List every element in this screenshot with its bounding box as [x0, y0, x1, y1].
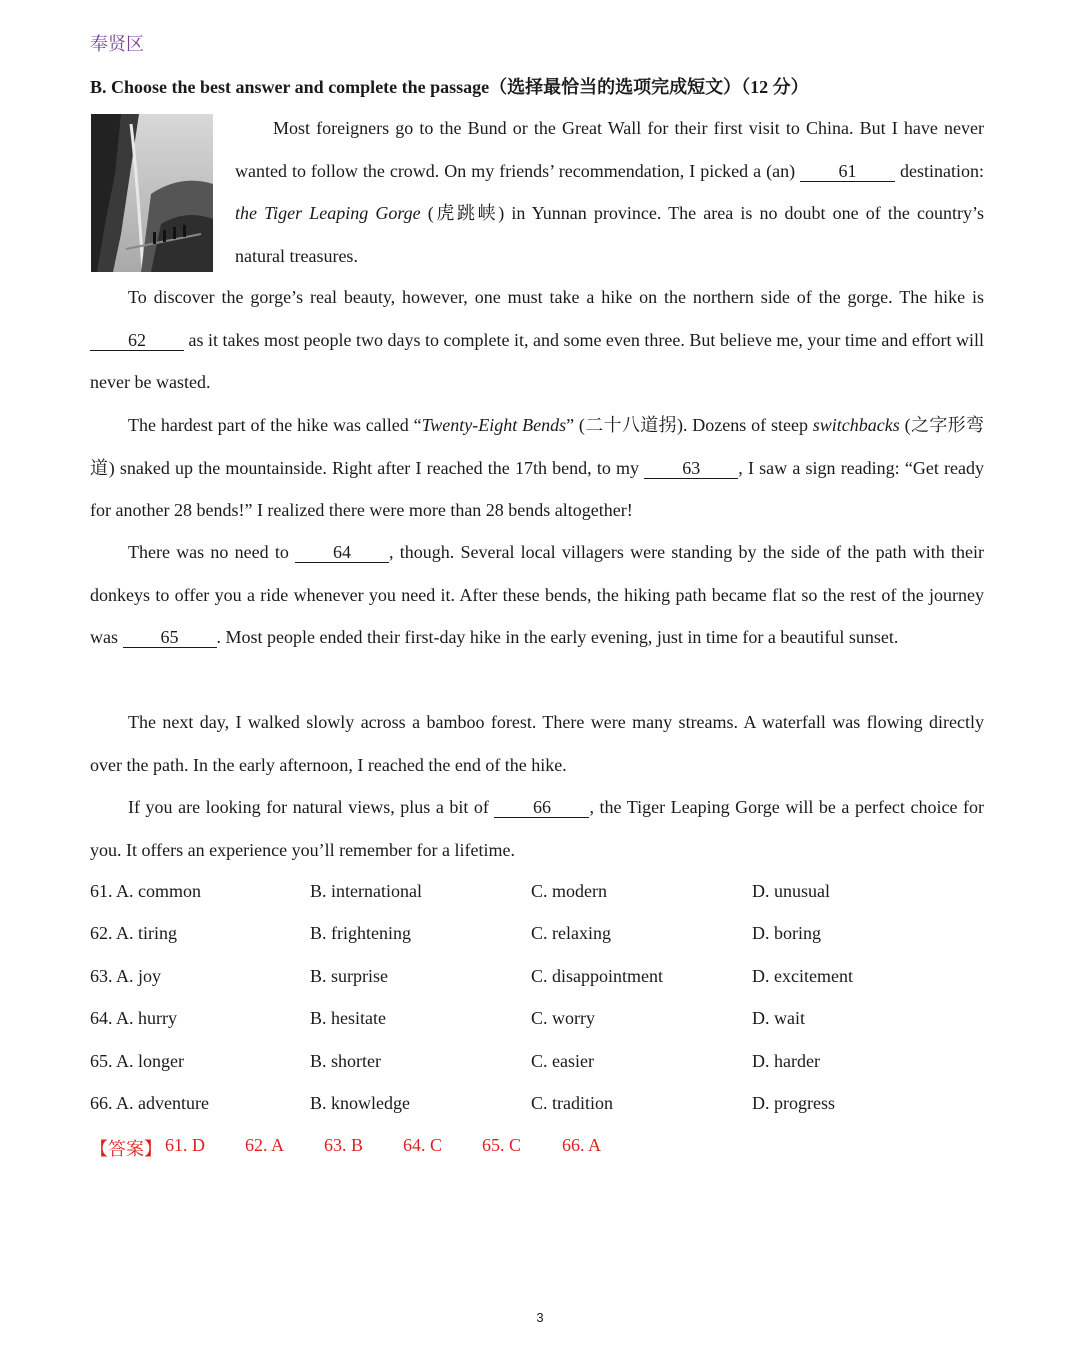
p3-text-c: ” (二十八道拐). Dozens of steep	[566, 415, 813, 435]
option-item: B. hesitate	[310, 1008, 386, 1028]
passage-paragraph-3	[90, 404, 984, 532]
option-item: 63. A. joy	[90, 966, 162, 986]
option-item: 61. A. common	[90, 881, 201, 901]
option-item: D. excitement	[752, 966, 853, 986]
option-item: B. international	[310, 881, 422, 901]
answer-item: 65. C	[482, 1135, 522, 1155]
option-row-61	[90, 881, 990, 923]
answer-item: 66. A	[562, 1135, 602, 1155]
p1-text-a: Most foreigners go to the Bund or the Great Wall for their first visit to China. But I have never wanted to follow the crowd. On my friends’ recommendation, I picked a (an)	[235, 118, 984, 181]
option-item: B. shorter	[310, 1051, 381, 1071]
p1-text-d: (虎跳峡) in Yunnan province. The area is no doubt one of the country’s natural treasures.	[235, 203, 984, 266]
option-row-63	[90, 966, 990, 1008]
option-item: C. modern	[531, 881, 607, 901]
answer-item: 61. D	[165, 1135, 205, 1155]
option-item: B. knowledge	[310, 1093, 410, 1113]
p3-text-e: (之字形弯道) snaked up the mountainside. Right after I reached the 17th bend, to my	[90, 415, 984, 478]
district-label: 奉贤区	[90, 34, 144, 54]
option-item: 65. A. longer	[90, 1051, 184, 1071]
p4-text-b: , though. Several local villagers were standing by the side of the path with their donkeys to offer you a ride whenever you need it. After these bends, the hiking path became flat so the rest of the journey was	[90, 542, 984, 647]
passage-paragraph-2	[90, 276, 984, 404]
p4-text-c: . Most people ended their first-day hike in the early evening, just in time for a beautiful sunset.	[216, 627, 899, 647]
option-row-62	[90, 923, 990, 965]
blank-65: 65	[123, 627, 217, 648]
answer-item: 62. A	[245, 1135, 285, 1155]
p3-text-b: Twenty-Eight Bends	[421, 415, 567, 435]
blank-64: 64	[295, 542, 389, 563]
option-row-66	[90, 1093, 990, 1135]
option-item: D. progress	[752, 1093, 835, 1113]
p4-text-a: There was no need to	[128, 542, 296, 562]
option-item: D. unusual	[752, 881, 830, 901]
gorge-photo	[91, 114, 213, 272]
passage-paragraph-1	[235, 107, 984, 277]
option-item: D. boring	[752, 923, 821, 943]
option-row-65	[90, 1051, 990, 1093]
option-item: D. harder	[752, 1051, 820, 1071]
passage-paragraph-6	[90, 786, 984, 871]
option-item: B. frightening	[310, 923, 411, 943]
option-item: 66. A. adventure	[90, 1093, 209, 1113]
p6-text-a: If you are looking for natural views, plus a bit of	[128, 797, 495, 817]
section-heading: B. Choose the best answer and complete the passage（选择最恰当的选项完成短文）（12 分）	[90, 77, 809, 97]
option-row-64	[90, 1008, 990, 1050]
blank-63: 63	[644, 458, 738, 479]
answer-item: 64. C	[403, 1135, 443, 1155]
option-item: 64. A. hurry	[90, 1008, 177, 1028]
option-item: C. relaxing	[531, 923, 611, 943]
p3-text-f: , I saw a sign reading: “Get ready for another 28 bends!” I realized there were more than 28 bends altogether!	[90, 457, 985, 520]
p2-text-a: To discover the gorge’s real beauty, however, one must take a hike on the northern side of the gorge. The hike is	[128, 287, 984, 307]
p6-text-b: , the Tiger Leaping Gorge will be a perfect choice for you. It offers an experience you’ll remember for a lifetime.	[90, 797, 984, 860]
p3-text-d: switchbacks	[812, 415, 900, 435]
passage-paragraph-5	[90, 701, 984, 786]
answer-item: 63. B	[324, 1135, 364, 1155]
p1-text-b: destination:	[895, 160, 985, 181]
passage-paragraph-4	[90, 531, 984, 659]
option-item: C. disappointment	[531, 966, 663, 986]
p5-text-a: The next day, I walked slowly across a bamboo forest. There were many streams. A waterfall was flowing directly over the path. In the early afternoon, I reached the end of the hike.	[90, 712, 984, 775]
answer-label: 【答案】	[90, 1139, 162, 1159]
option-item: C. worry	[531, 1008, 595, 1028]
option-item: C. tradition	[531, 1093, 613, 1113]
p2-text-b: as it takes most people two days to complete it, and some even three. But believe me, your time and effort will never be wasted.	[90, 329, 984, 392]
blank-66: 66	[494, 797, 589, 818]
option-item: D. wait	[752, 1008, 805, 1028]
p1-text-c: the Tiger Leaping Gorge	[235, 203, 421, 223]
p3-text-a: The hardest part of the hike was called “	[128, 415, 422, 435]
blank-62: 62	[90, 330, 184, 351]
option-item: B. surprise	[310, 966, 388, 986]
option-item: C. easier	[531, 1051, 594, 1071]
blank-61: 61	[800, 161, 895, 182]
option-item: 62. A. tiring	[90, 923, 178, 943]
page-number: 3	[536, 1310, 544, 1325]
